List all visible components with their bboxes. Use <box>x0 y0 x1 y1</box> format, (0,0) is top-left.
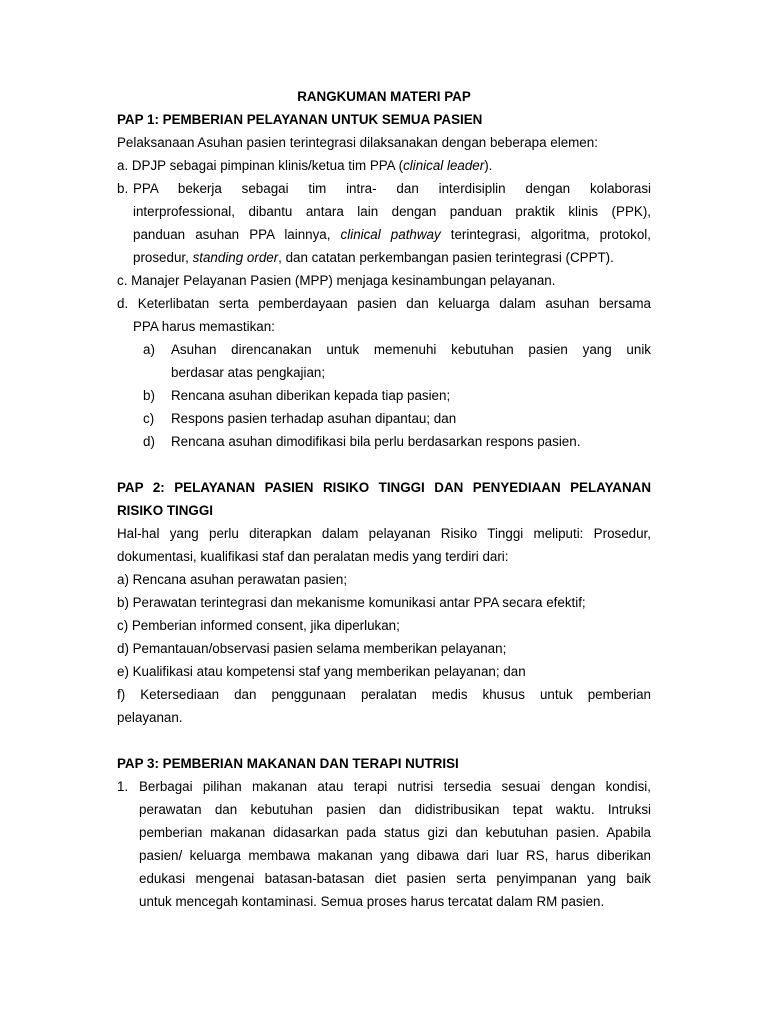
pap1-item-b-line3-text: panduan asuhan PPA lainnya, <box>133 227 341 242</box>
pap1-item-b-line1: PPA bekerja sebagai tim intra- dan interdisiplin dengan kolaborasi <box>133 181 651 196</box>
pap1-item-b-line4-end: , dan catatan perkembangan pasien terintegrasi (CPPT). <box>278 250 614 265</box>
pap2-intro-line2: dokumentasi, kualifikasi staf dan peralatan medis yang terdiri dari: <box>117 549 509 564</box>
pap1-item-d-line1: d. Keterlibatan serta pemberdayaan pasien dan keluarga dalam asuhan bersama <box>117 296 651 311</box>
pap1-item-a-end: ). <box>484 158 493 173</box>
document-title: RANGKUMAN MATERI PAP <box>297 89 471 104</box>
pap1-item-d-line2: PPA harus memastikan: <box>133 319 275 334</box>
pap1-intro: Pelaksanaan Asuhan pasien terintegrasi dilaksanakan dengan beberapa elemen: <box>117 135 598 150</box>
pap1-sub-b-text: Rencana asuhan diberikan kepada tiap pasien; <box>171 388 451 403</box>
pap3-item-1-line5: edukasi mengenai batasan-batasan diet pasien serta penyimpanan yang baik <box>139 871 651 886</box>
pap1-sub-b-marker: b) <box>143 388 155 403</box>
pap2-item-e: e) Kualifikasi atau kompetensi staf yang memberikan pelayanan; dan <box>117 664 526 679</box>
pap2-item-c: c) Pemberian informed consent, jika diperlukan; <box>117 618 400 633</box>
pap2-item-f-line1: f) Ketersediaan dan penggunaan peralatan medis khusus untuk pemberian <box>117 687 651 702</box>
pap1-item-b-line3 <box>133 227 651 243</box>
pap1-sub-d-marker: d) <box>143 434 155 449</box>
pap1-heading: PAP 1: PEMBERIAN PELAYANAN UNTUK SEMUA PASIEN <box>117 112 483 127</box>
pap1-item-a-text: a. DPJP sebagai pimpinan klinis/ketua tim PPA ( <box>117 158 404 173</box>
pap3-item-1-line4: pasien/ keluarga membawa makanan yang dibawa dari luar RS, harus diberikan <box>139 848 651 863</box>
pap2-heading-line1: PAP 2: PELAYANAN PASIEN RISIKO TINGGI DAN PENYEDIAAN PELAYANAN <box>117 480 651 495</box>
pap3-item-1-line2: perawatan dan kebutuhan pasien dan didistribusikan tepat waktu. Intruksi <box>139 802 651 817</box>
pap3-item-1-line1: Berbagai pilihan makanan atau terapi nutrisi tersedia sesuai dengan kondisi, <box>139 779 651 794</box>
pap1-item-b-line3-end: terintegrasi, algoritma, protokol, <box>440 227 651 242</box>
pap1-item-b-marker: b. <box>117 181 129 196</box>
pap3-heading: PAP 3: PEMBERIAN MAKANAN DAN TERAPI NUTRISI <box>117 756 459 771</box>
pap1-sub-c-marker: c) <box>143 411 155 426</box>
pap1-sub-a-line2: berdasar atas pengkajian; <box>171 365 326 380</box>
pap1-sub-a-line1: Asuhan direncanakan untuk memenuhi kebutuhan pasien yang unik <box>171 342 651 357</box>
pap2-item-b: b) Perawatan terintegrasi dan mekanisme komunikasi antar PPA secara efektif; <box>117 595 586 610</box>
pap1-item-b-line3-emphasis: clinical pathway <box>340 227 441 242</box>
pap3-item-1-line3: pemberian makanan didasarkan pada status gizi dan kebutuhan pasien. Apabila <box>139 825 651 840</box>
pap2-heading-line2: RISIKO TINGGI <box>117 503 213 518</box>
pap1-item-b-line2: interprofessional, dibantu antara lain dengan panduan praktik klinis (PPK), <box>133 204 651 219</box>
pap2-item-a: a) Rencana asuhan perawatan pasien; <box>117 572 348 587</box>
pap1-item-b-line4 <box>133 250 651 266</box>
pap2-item-f-line2: pelayanan. <box>117 710 183 725</box>
pap1-sub-c-text: Respons pasien terhadap asuhan dipantau; dan <box>171 411 457 426</box>
pap2-intro-line1: Hal-hal yang perlu diterapkan dalam pelayanan Risiko Tinggi meliputi: Prosedur, <box>117 526 651 541</box>
pap1-sub-a-marker: a) <box>143 342 155 357</box>
pap1-item-a-emphasis: clinical leader <box>403 158 485 173</box>
pap1-item-a <box>117 158 651 174</box>
pap1-item-c: c. Manajer Pelayanan Pasien (MPP) menjaga kesinambungan pelayanan. <box>117 273 556 288</box>
pap3-item-1-line6: untuk mencegah kontaminasi. Semua proses harus tercatat dalam RM pasien. <box>139 894 605 909</box>
pap1-item-b-line4-text: prosedur, <box>133 250 193 265</box>
pap1-item-b-line4-emphasis: standing order <box>192 250 279 265</box>
pap1-sub-d-text: Rencana asuhan dimodifikasi bila perlu berdasarkan respons pasien. <box>171 434 581 449</box>
pap2-item-d: d) Pemantauan/observasi pasien selama memberikan pelayanan; <box>117 641 507 656</box>
pap3-item-1-marker: 1. <box>117 779 129 794</box>
